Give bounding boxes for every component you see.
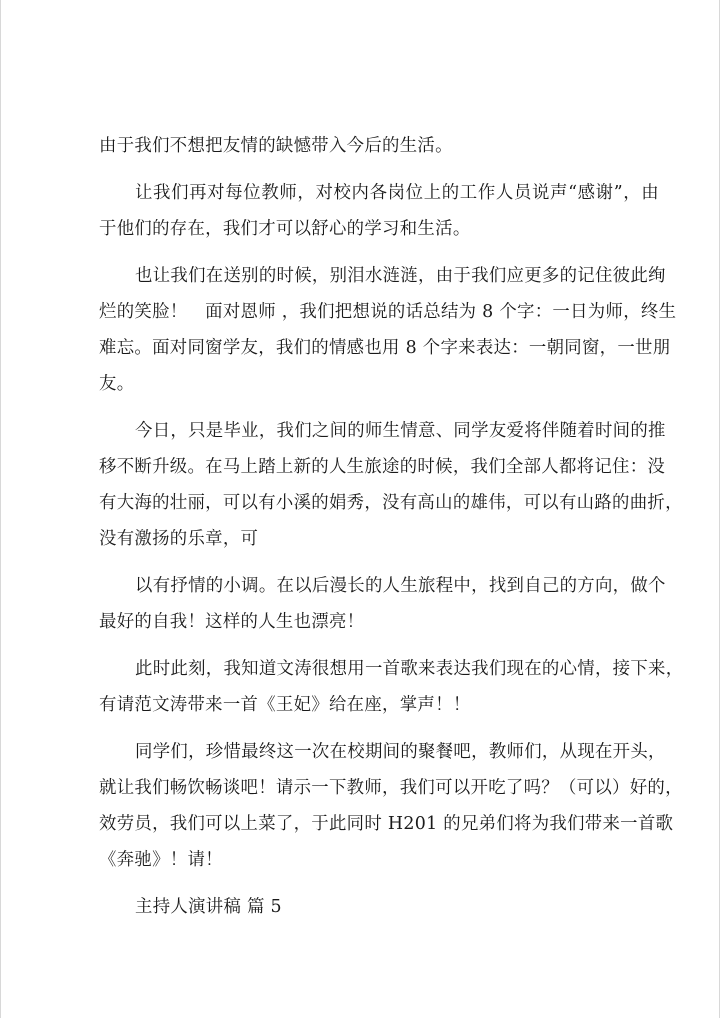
text-line: 有大海的壮丽，可以有小溪的娟秀，没有高山的雄伟，可以有山路的曲折，	[99, 493, 683, 513]
text-line: 就让我们畅饮畅谈吧！请示一下教师，我们可以开吃了吗？（可以）好的，	[99, 778, 683, 798]
text-line: 没有激扬的乐章，可	[99, 529, 259, 549]
text-line: 效劳员，我们可以上菜了，于此同时 H201 的兄弟们将为我们带来一首歌	[99, 814, 674, 834]
text-line: 以有抒情的小调。在以后漫长的人生旅程中，找到自己的方向，做个	[135, 576, 666, 596]
text-line: 同学们，珍惜最终这一次在校期间的聚餐吧，教师们，从现在开头，	[135, 742, 666, 762]
text-line: 最好的自我！这样的人生也漂亮！	[99, 612, 365, 632]
text-line: 有请范文涛带来一首《王妃》给在座，掌声！！	[99, 695, 471, 715]
text-line: 《奔驰》！请！	[99, 850, 223, 870]
text-line: 难忘。面对同窗学友，我们的情感也用 8 个字来表达：一朝同窗，一世朋	[99, 338, 671, 358]
text-line: 友。	[99, 374, 135, 394]
text-line: 于他们的存在，我们才可以舒心的学习和生活。	[99, 219, 471, 239]
section-heading: 主持人演讲稿 篇 5	[135, 897, 282, 917]
text-line: 让我们再对每位教师，对校内各岗位上的工作人员说声“感谢”，由	[135, 183, 659, 203]
text-line: 移不断升级。在马上踏上新的人生旅途的时候，我们全部人都将记住：没	[99, 457, 666, 477]
text-line: 今日，只是毕业，我们之间的师生情意、同学友爱将伴随着时间的推	[135, 421, 666, 441]
text-line: 烂的笑脸！ 面对恩师 ，我们把想说的话总结为 8 个字：一日为师，终生	[99, 302, 677, 322]
text-line: 也让我们在送别的时候，别泪水涟涟，由于我们应更多的记住彼此绚	[135, 266, 666, 286]
text-line: 此时此刻，我知道文涛很想用一首歌来表达我们现在的心情，接下来，	[135, 659, 684, 679]
document-body	[99, 128, 684, 925]
text-line: 由于我们不想把友情的缺憾带入今后的生活。	[99, 136, 453, 156]
